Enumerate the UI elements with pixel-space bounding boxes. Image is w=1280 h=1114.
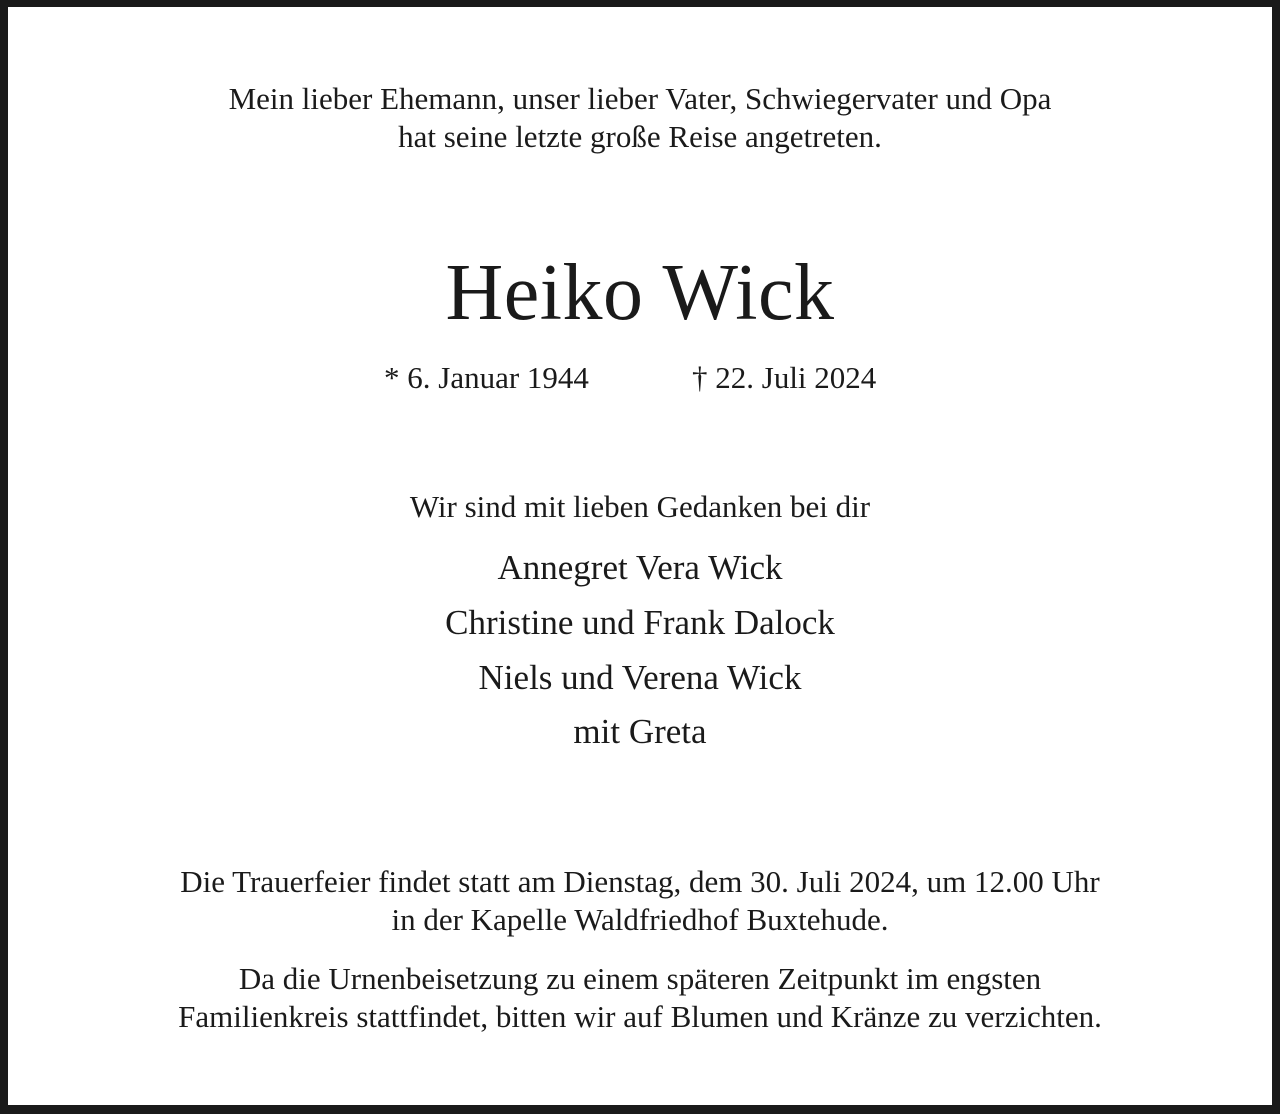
intro-line-1: Mein lieber Ehemann, unser lieber Vater, Schwiegervater und Opa	[228, 81, 1052, 116]
deceased-name: Heiko Wick	[445, 249, 835, 337]
burial-note-line-2: Familienkreis stattfindet, bitten wir auf Blumen und Kränze zu verzichten.	[178, 999, 1102, 1034]
ceremony-line-2: in der Kapelle Waldfriedhof Buxtehude.	[391, 902, 889, 937]
ceremony-line-1: Die Trauerfeier findet statt am Dienstag, dem 30. Juli 2024, um 12.00 Uhr	[180, 864, 1100, 899]
mourner-name: Annegret Vera Wick	[497, 548, 783, 587]
burial-note-line-1: Da die Urnenbeisetzung zu einem späteren Zeitpunkt im engsten	[238, 961, 1042, 996]
thoughts-line: Wir sind mit lieben Gedanken bei dir	[409, 489, 871, 524]
mourner-name: mit Greta	[573, 712, 707, 751]
intro-line-2: hat seine letzte große Reise angetreten.	[398, 119, 882, 154]
mourner-name: Niels und Verena Wick	[478, 658, 802, 697]
birth-date: * 6. Januar 1944	[384, 360, 589, 395]
mourner-name: Christine und Frank Dalock	[445, 603, 835, 642]
death-date: † 22. Juli 2024	[692, 360, 877, 395]
